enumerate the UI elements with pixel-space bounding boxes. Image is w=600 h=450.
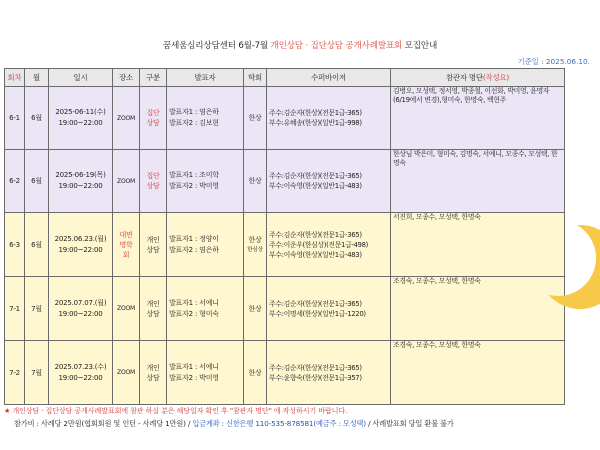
col-header-presenter: 발표자 — [167, 69, 244, 87]
table-row — [5, 150, 565, 213]
session-society: 한상 — [244, 150, 267, 213]
supervisor-sub: 부수:윤향숙(한상)(전문1급-357) — [269, 373, 362, 382]
session-place: ZOOM — [113, 150, 140, 213]
session-place: ZOOM — [113, 277, 140, 341]
table-row — [5, 213, 565, 277]
presenter-1: 발표자1 : 조미학 — [169, 171, 219, 179]
supervisor-sub: 부수:이숙영(한상)(일반1급-483) — [269, 182, 362, 190]
page-title — [0, 39, 600, 51]
session-supervisors — [267, 213, 391, 277]
session-supervisors — [267, 150, 391, 213]
type-line: 개인 — [146, 235, 160, 244]
session-presenters — [167, 341, 244, 405]
type-line: 상담 — [146, 182, 160, 190]
type-line: 상담 — [146, 119, 160, 127]
audience-header-note: (작성요) — [482, 73, 510, 82]
society-main: 한상 — [248, 235, 262, 244]
presenter-1: 발표자1 : 서예니 — [169, 298, 219, 307]
session-datetime — [49, 150, 113, 213]
fee-text: 참가비 : 사례당 2만원(협회회원 및 인턴 - 사례당 1만원) / — [14, 419, 193, 428]
session-no: 7-1 — [5, 277, 25, 341]
supervisor-main-2: 주수:이운우(한심상)(전문1급-498) — [269, 240, 368, 249]
session-type — [140, 213, 167, 277]
session-month: 6월 — [25, 150, 49, 213]
session-time: 19:00~22:00 — [58, 373, 103, 382]
notice-text: ★ 개인상담 · 집단상담 공개사례발표회에 참관 하실 분은 해당일자 확인 후 "참관자 명단" 에 작성하시기 바랍니다. — [4, 406, 348, 415]
session-audience: 조경숙, 모종수, 모성택, 한명숙 — [391, 341, 565, 405]
session-no: 6-1 — [5, 87, 25, 150]
session-presenters — [167, 150, 244, 213]
session-society: 한상 — [244, 277, 267, 341]
col-header-society: 학회 — [244, 69, 267, 87]
presenter-2: 발표자2 : 형미숙 — [169, 309, 219, 318]
col-header-type: 구분 — [140, 69, 167, 87]
session-month: 6월 — [25, 87, 49, 150]
type-line: 집단 — [146, 109, 160, 117]
type-line: 개인 — [146, 363, 160, 372]
session-presenters — [167, 87, 244, 150]
bank-account: 입금계좌 : 신한은행 110-535-878581(예금주 : 모성택) — [192, 419, 366, 428]
session-date: 2025-06-11(수) — [55, 108, 106, 116]
title-highlight: 개인상담 · 집단상담 공개사례발표회 — [270, 41, 403, 51]
table-header-row — [5, 69, 565, 87]
type-line: 집단 — [146, 172, 160, 180]
supervisor-main: 주수:김순자(한상)(전문1급-365) — [269, 230, 362, 239]
table-row — [5, 87, 565, 150]
supervisor-main: 주수:김순자(한상)(전문1급-365) — [269, 299, 362, 308]
table-row — [5, 341, 565, 405]
session-datetime — [49, 341, 113, 405]
col-header-datetime: 일시 — [49, 69, 113, 87]
session-type — [140, 277, 167, 341]
col-header-supervisor: 수퍼바이저 — [267, 69, 391, 87]
session-no: 7-2 — [5, 341, 25, 405]
society-sub: 한심상 — [247, 246, 263, 253]
session-time: 19:00~22:00 — [58, 245, 103, 254]
session-supervisors — [267, 87, 391, 150]
session-type — [140, 150, 167, 213]
type-line: 상담 — [146, 245, 160, 254]
session-month: 7월 — [25, 277, 49, 341]
col-header-month: 월 — [25, 69, 49, 87]
session-date: 2025.07.07.(월) — [54, 298, 107, 307]
type-line: 상담 — [146, 373, 160, 382]
session-datetime — [49, 213, 113, 277]
audience-header-label: 참관자 명단 — [445, 73, 483, 82]
session-supervisors — [267, 277, 391, 341]
refund-policy: / 사례발표회 당일 환불 불가 — [365, 419, 454, 428]
session-audience: 조경숙, 모종수, 모성택, 한명숙 — [391, 277, 565, 341]
session-society: 한상 — [244, 341, 267, 405]
session-time: 19:00~22:00 — [58, 182, 103, 190]
supervisor-sub: 부수:이숙영(한상)(일반1급-483) — [269, 250, 362, 259]
session-date: 2025.07.23.(수) — [54, 362, 107, 371]
place-line: 대면 — [119, 230, 133, 239]
session-presenters — [167, 213, 244, 277]
session-audience: 한상님 박은미, 형미숙, 김명숙, 서예니, 모종수, 모성택, 한명숙 — [391, 150, 565, 213]
session-society — [244, 213, 267, 277]
presenter-2: 발표자2 : 염은하 — [169, 245, 219, 254]
session-audience: 김병오, 모성택, 정서영, 박종철, 이선화, 박미영, 윤명자(6/19에서 변경),형미숙, 한명숙, 백현주 — [391, 87, 565, 150]
supervisor-sub: 부수:유혜송(한상)(일반1급-998) — [269, 119, 362, 127]
session-place: ZOOM — [113, 87, 140, 150]
supervisor-main: 주수:김순자(한상)(전문1급-365) — [269, 363, 362, 372]
presenter-1: 발표자1 : 정양이 — [169, 234, 219, 243]
session-date: 2025.06.23.(월) — [54, 234, 107, 243]
col-header-place: 장소 — [113, 69, 140, 87]
supervisor-sub: 부수:이명세(한상)(일반1급-1220) — [269, 309, 366, 318]
col-header-no: 회차 — [5, 69, 25, 87]
presenter-2: 발표자2 : 김보현 — [169, 119, 219, 127]
schedule-table — [4, 68, 565, 405]
session-date: 2025-06-19(목) — [55, 171, 106, 179]
table-row — [5, 277, 565, 341]
session-place — [113, 213, 140, 277]
session-no: 6-3 — [5, 213, 25, 277]
session-type — [140, 341, 167, 405]
type-line: 상담 — [146, 309, 160, 318]
session-time: 19:00~22:00 — [58, 309, 103, 318]
session-presenters — [167, 277, 244, 341]
title-text: 꿈세움심리상담센터 6월-7월 — [162, 41, 271, 51]
session-datetime — [49, 87, 113, 150]
place-line: 명학 — [119, 240, 133, 249]
session-audience: 서진희, 모종수, 모성택, 한명숙 — [391, 213, 565, 277]
session-society: 한상 — [244, 87, 267, 150]
place-line: 회 — [122, 250, 130, 259]
type-line: 개인 — [146, 299, 160, 308]
presenter-1: 발표자1 : 서예니 — [169, 362, 219, 371]
session-place: ZOOM — [113, 341, 140, 405]
fee-info — [14, 419, 600, 429]
session-time: 19:00~22:00 — [58, 119, 103, 127]
session-month: 6월 — [25, 213, 49, 277]
supervisor-main: 주수:김순자(한상)(전문1급-365) — [269, 172, 362, 180]
session-month: 7월 — [25, 341, 49, 405]
col-header-audience — [391, 69, 565, 87]
presenter-1: 발표자1 : 염은하 — [169, 108, 219, 116]
session-datetime — [49, 277, 113, 341]
title-suffix: 모집안내 — [402, 41, 438, 51]
presenter-2: 발표자2 : 박미영 — [169, 373, 219, 382]
presenter-2: 발표자2 : 박미영 — [169, 182, 219, 190]
session-supervisors — [267, 341, 391, 405]
session-type — [140, 87, 167, 150]
crescent-moon-icon — [540, 222, 600, 312]
supervisor-main: 주수:김순자(한상)(전문1급-365) — [269, 109, 362, 117]
session-no: 6-2 — [5, 150, 25, 213]
reference-date: 기준일 : 2025.06.10. — [517, 57, 590, 66]
